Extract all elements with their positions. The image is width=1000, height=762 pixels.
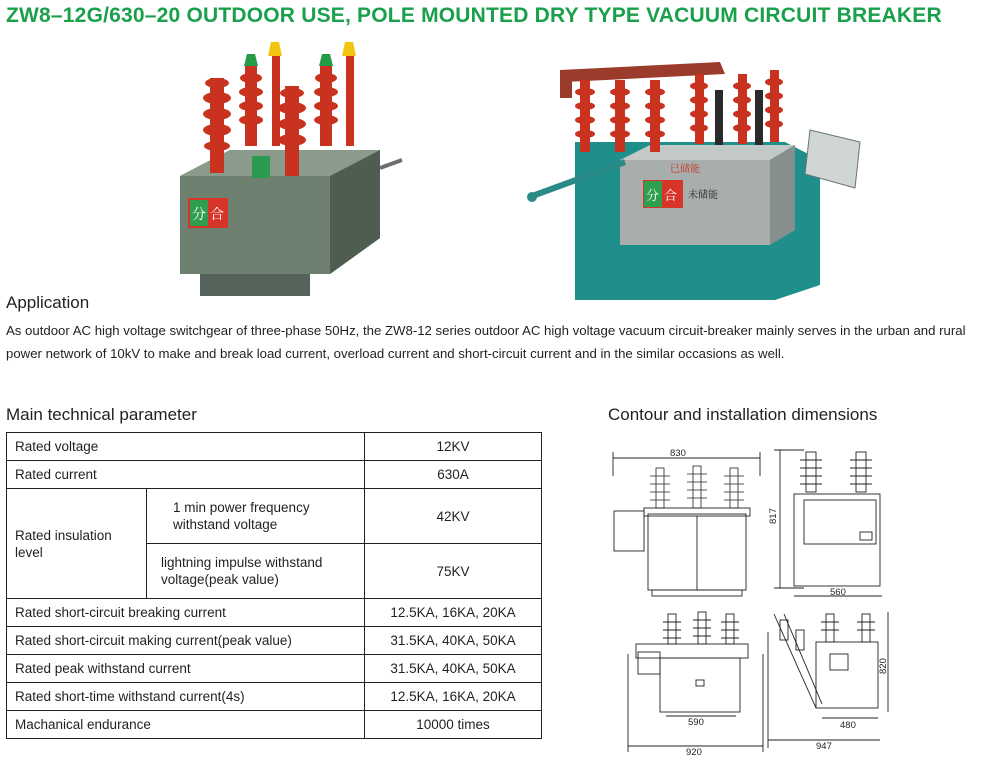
- param-value: 12.5KA, 16KA, 20KA: [365, 683, 542, 711]
- breaker-photo-right: [520, 50, 865, 302]
- param-value: 31.5KA, 40KA, 50KA: [365, 655, 542, 683]
- param-sub-label: lightning impulse withstand voltage(peak value): [147, 544, 365, 599]
- table-row: [7, 627, 542, 655]
- param-sub-label: 1 min power frequency withstand voltage: [147, 489, 365, 544]
- dim-817: 817: [768, 508, 779, 524]
- param-value: 12.5KA, 16KA, 20KA: [365, 599, 542, 627]
- parameters-heading: Main technical parameter: [6, 405, 197, 424]
- param-value: 10000 times: [365, 711, 542, 739]
- parameter-table: [6, 432, 542, 739]
- param-label: Rated current: [7, 461, 365, 489]
- table-row: [7, 683, 542, 711]
- dim-830: 830: [670, 448, 686, 459]
- open-label: 分: [192, 207, 206, 223]
- param-label: Rated peak withstand current: [7, 655, 365, 683]
- dimensions-heading: Contour and installation dimensions: [608, 405, 878, 424]
- table-row: [7, 711, 542, 739]
- open-label-right: 分: [646, 189, 660, 204]
- front-view-drawing: [613, 452, 760, 596]
- param-label: Rated insulation level: [7, 489, 147, 599]
- dim-560: 560: [830, 587, 846, 598]
- side-view-2-drawing: [768, 612, 888, 748]
- close-label: 合: [210, 207, 224, 223]
- table-row: [7, 433, 542, 461]
- param-value: 31.5KA, 40KA, 50KA: [365, 627, 542, 655]
- close-label-right: 合: [664, 189, 678, 204]
- dimension-drawings: [608, 436, 898, 758]
- application-text: As outdoor AC high voltage switchgear of three-phase 50Hz, the ZW8-12 series outdoor AC high voltage vacuum circuit-breaker mainly serves in the urban and rural power network of 10kV to make and break load current, overload current and short-circuit current and in the similar occasions as well.: [6, 323, 966, 361]
- front-view-2-drawing: [628, 612, 763, 752]
- dim-820: 820: [878, 658, 889, 674]
- param-label: Rated short-circuit making current(peak value): [7, 627, 365, 655]
- dim-480: 480: [840, 720, 856, 731]
- side-view-drawing: [774, 450, 882, 596]
- dim-947: 947: [816, 741, 832, 752]
- param-label: Rated short-time withstand current(4s): [7, 683, 365, 711]
- stored-tag: 已储能: [670, 164, 700, 175]
- dim-920: 920: [686, 747, 702, 758]
- param-value: 42KV: [365, 489, 542, 544]
- table-row: [7, 655, 542, 683]
- breaker-photo-left: [170, 38, 410, 300]
- param-label: Rated short-circuit breaking current: [7, 599, 365, 627]
- dim-590: 590: [688, 717, 704, 728]
- param-value: 630A: [365, 461, 542, 489]
- unstored-tag: 未储能: [688, 190, 718, 201]
- table-row: [7, 599, 542, 627]
- param-label: Rated voltage: [7, 433, 365, 461]
- param-value: 12KV: [365, 433, 542, 461]
- application-heading: Application: [6, 293, 90, 312]
- table-row: [7, 489, 542, 544]
- page-title: ZW8–12G/630–20 OUTDOOR USE, POLE MOUNTED DRY TYPE VACUUM CIRCUIT BREAKER: [6, 4, 942, 27]
- table-row: [7, 461, 542, 489]
- param-value: 75KV: [365, 544, 542, 599]
- param-label: Machanical endurance: [7, 711, 365, 739]
